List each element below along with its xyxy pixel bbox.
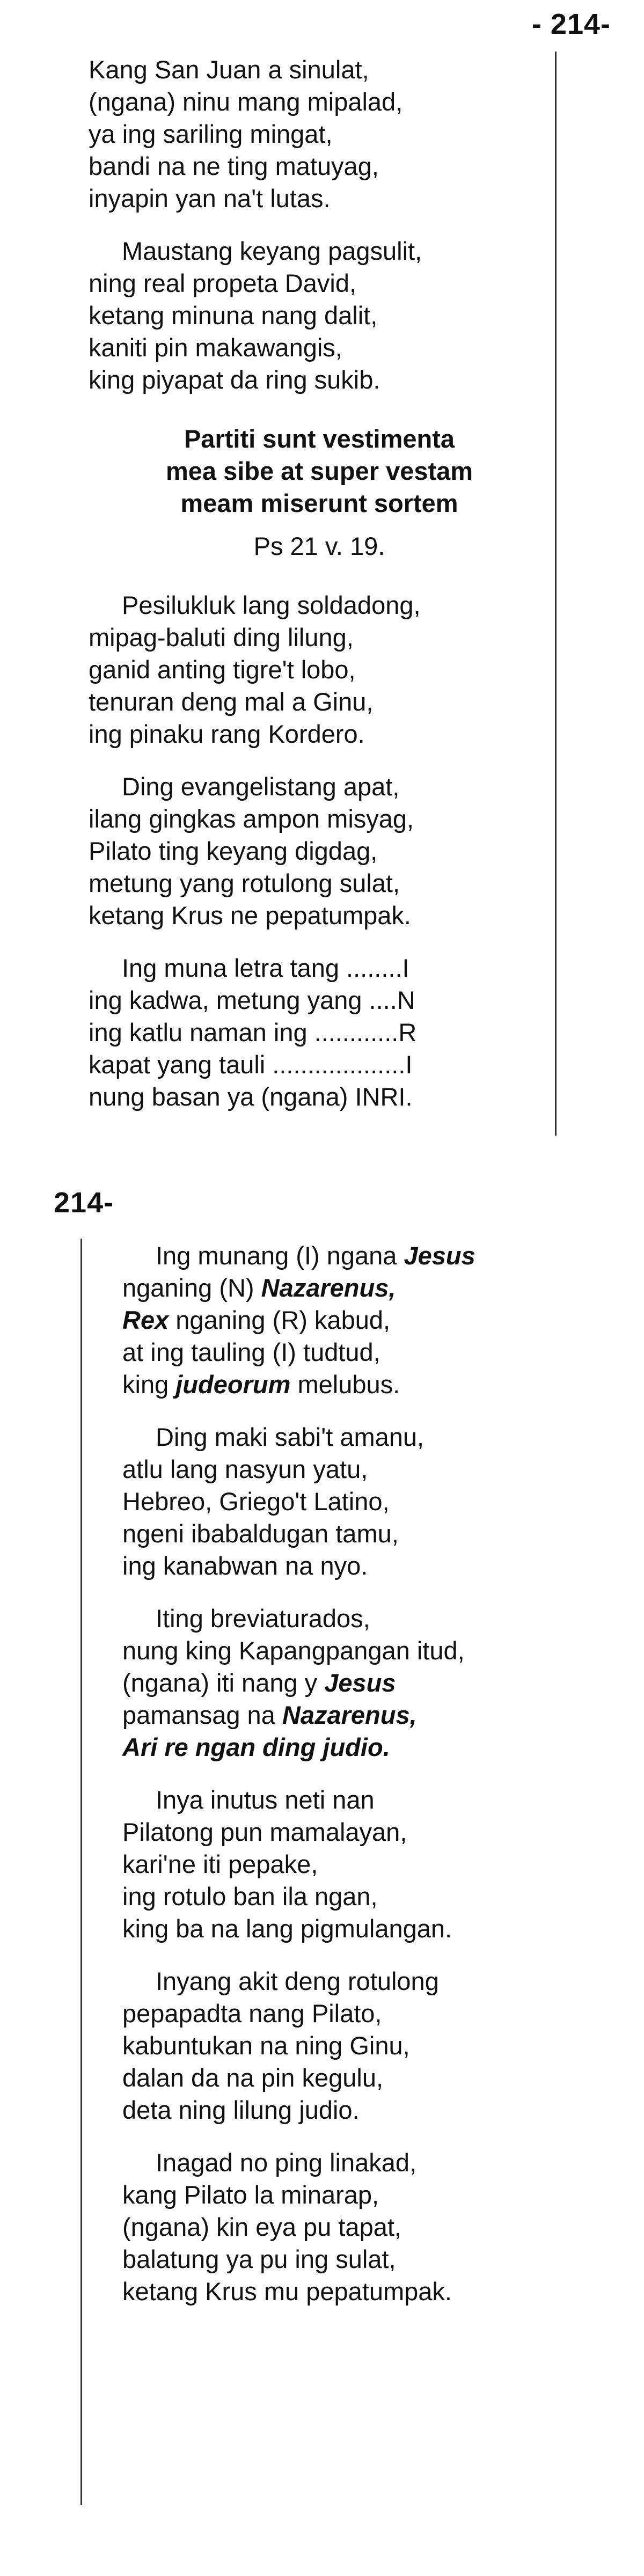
- verse-line: ketang minuna nang dalit,: [89, 301, 378, 330]
- verse-line: metung yang rotulong sulat,: [89, 869, 400, 897]
- stanza: [122, 1240, 605, 1401]
- verse-line: ketang Krus ne pepatumpak.: [89, 901, 411, 930]
- verse-line: Pesilukluk lang soldadong,: [122, 591, 421, 619]
- verse-line: Pilato ting keyang digdag,: [89, 837, 378, 865]
- verse-text: (ngana) iti nang y: [122, 1668, 325, 1697]
- verse-line: mipag-baluti ding lilung,: [89, 623, 354, 652]
- verse-text: nganing (N): [122, 1274, 261, 1302]
- verse-line: ngeni ibabaldugan tamu,: [122, 1519, 399, 1548]
- verse-line: [122, 1304, 605, 1336]
- verse-line: Inya inutus neti nan: [156, 1785, 375, 1814]
- page-number: 214-: [54, 1187, 114, 1219]
- verse-line: ketang Krus mu pepatumpak.: [122, 2277, 452, 2306]
- column-rule: [555, 52, 557, 1136]
- scripture-reference: Ps 21 v. 19.: [253, 532, 385, 560]
- stanza: [89, 589, 550, 750]
- emphasis-text: Ari re ngan ding judio.: [122, 1733, 390, 1761]
- emphasis-text: Jesus: [324, 1668, 396, 1697]
- verse-line: ing katlu naman ing ............R: [89, 1018, 417, 1046]
- verse-line: dalan da na pin kegulu,: [122, 2063, 384, 2092]
- verse-line: pepapadta nang Pilato,: [122, 1999, 382, 2028]
- verse-line: Inyang akit deng rotulong: [156, 1967, 439, 1995]
- verse-line: kaniti pin makawangis,: [89, 333, 342, 362]
- stanza: [122, 1602, 605, 1763]
- text-column: [122, 1240, 605, 2328]
- verse-line: at ing tauling (I) tudtud,: [122, 1338, 380, 1366]
- verse-line: Maustang keyang pagsulit,: [122, 237, 422, 265]
- page-top: [0, 0, 644, 1181]
- verse-line: Iting breviaturados,: [156, 1604, 370, 1633]
- verse-line: Inagad no ping linakad,: [156, 2148, 417, 2177]
- stanza: [89, 235, 550, 396]
- verse-line: ya ing sariling mingat,: [89, 120, 333, 148]
- verse-line: atlu lang nasyun yatu,: [122, 1455, 368, 1483]
- verse-line: tenuran deng mal a Ginu,: [89, 687, 374, 716]
- verse-line: nung basan ya (ngana) INRI.: [89, 1082, 413, 1111]
- verse-line: kari'ne iti pepake,: [122, 1850, 318, 1878]
- verse-line: Ding maki sabi't amanu,: [156, 1423, 425, 1451]
- stanza: [122, 1421, 605, 1582]
- verse-line: deta ning lilung judio.: [122, 2096, 360, 2124]
- verse-text: melubus.: [290, 1370, 400, 1399]
- verse-line: kapat yang tauli ...................I: [89, 1050, 413, 1079]
- verse-line: Pilatong pun mamalayan,: [122, 1818, 407, 1846]
- stanza: [89, 952, 550, 1113]
- text-column: [89, 54, 550, 1133]
- emphasis-text: Rex: [122, 1306, 169, 1334]
- verse-line: inyapin yan na't lutas.: [89, 184, 331, 213]
- verse-line: bandi na ne ting matuyag,: [89, 152, 379, 180]
- verse-line: ing kadwa, metung yang ....N: [89, 986, 415, 1014]
- verse-line: Ing muna letra tang ........I: [122, 954, 409, 982]
- verse-text: nganing (R) kabud,: [169, 1306, 391, 1334]
- verse-line: ing pinaku rang Kordero.: [89, 720, 365, 748]
- verse-line: Kang San Juan a sinulat,: [89, 55, 369, 84]
- verse-line: kang Pilato la minarap,: [122, 2180, 379, 2209]
- verse-line: [122, 1272, 605, 1304]
- stanza: [122, 2147, 605, 2308]
- stanza: [89, 54, 550, 215]
- verse-line: ing kanabwan na nyo.: [122, 1552, 368, 1580]
- verse-line: kabuntukan na ning Ginu,: [122, 2031, 410, 2060]
- verse-line: ning real propeta David,: [89, 269, 357, 297]
- heading-line: mea sibe at super vestam: [165, 457, 473, 485]
- column-rule: [80, 1239, 82, 2505]
- verse-line: [122, 1731, 605, 1763]
- verse-line: [122, 1368, 605, 1401]
- emphasis-text: Jesus: [404, 1241, 475, 1270]
- verse-line: [122, 1240, 605, 1272]
- verse-line: ganid anting tigre't lobo,: [89, 655, 356, 684]
- stanza: [89, 771, 550, 932]
- heading-line: Partiti sunt vestimenta: [184, 425, 455, 453]
- verse-line: (ngana) kin eya pu tapat,: [122, 2213, 401, 2241]
- verse-line: king piyapat da ring sukib.: [89, 365, 380, 394]
- verse-line: nung king Kapangpangan itud,: [122, 1636, 465, 1665]
- verse-line: [122, 1667, 605, 1699]
- verse-text: pamansag na: [122, 1701, 282, 1729]
- verse-line: ing rotulo ban ila ngan,: [122, 1882, 378, 1911]
- verse-line: ilang gingkas ampon misyag,: [89, 804, 414, 833]
- verse-line: [122, 1699, 605, 1731]
- verse-text: king: [122, 1370, 176, 1399]
- emphasis-text: judeorum: [175, 1370, 291, 1399]
- stanza: [122, 1965, 605, 2126]
- verse-line: king ba na lang pigmulangan.: [122, 1914, 452, 1943]
- emphasis-text: Nazarenus,: [282, 1701, 417, 1729]
- heading-line: meam miserunt sortem: [180, 489, 458, 517]
- verse-line: (ngana) ninu mang mipalad,: [89, 87, 403, 116]
- stanza: [122, 1784, 605, 1945]
- emphasis-text: Nazarenus,: [261, 1274, 396, 1302]
- verse-text: Ing munang (I) ngana: [156, 1241, 404, 1270]
- page-bottom: [0, 1181, 644, 2576]
- latin-heading: [89, 423, 550, 519]
- verse-line: Hebreo, Griego't Latino,: [122, 1487, 390, 1516]
- verse-line: balatung ya pu ing sulat,: [122, 2245, 396, 2273]
- verse-line: Ding evangelistang apat,: [122, 772, 400, 801]
- page-number: - 214-: [531, 8, 611, 40]
